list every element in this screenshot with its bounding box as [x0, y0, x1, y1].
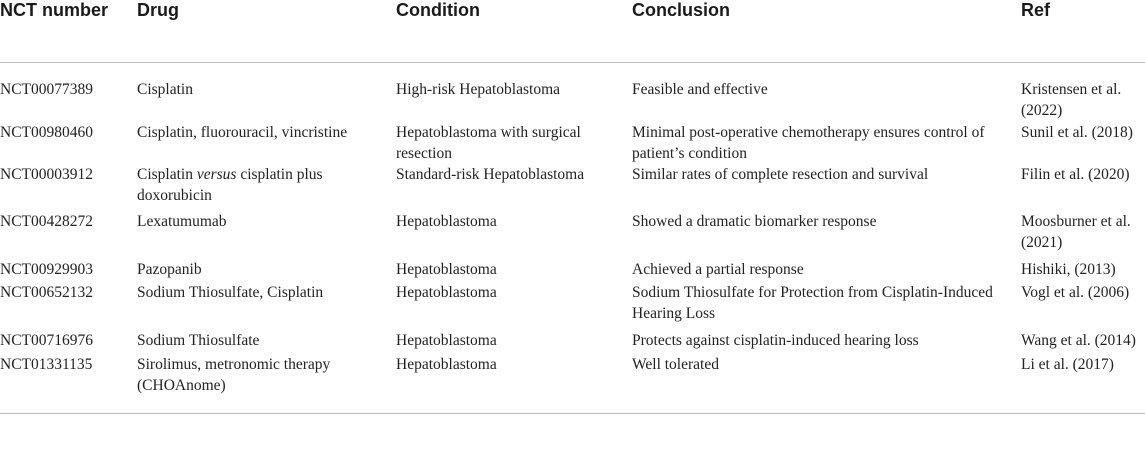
- drug-text-post: cisplatin plus doxorubicin: [137, 166, 323, 204]
- cell-ref: Filin et al. (2020): [1021, 166, 1130, 183]
- cell-drug: Cisplatin, fluorouracil, vincristine: [137, 124, 348, 141]
- header-condition: Condition: [396, 0, 632, 63]
- cell-nct: NCT01331135: [0, 354, 137, 414]
- cell-nct: NCT00428272: [0, 213, 93, 230]
- cell-ref: Sunil et al. (2018): [1021, 124, 1133, 141]
- table-row: [0, 164, 1145, 211]
- cell-nct: NCT00652132: [0, 284, 93, 301]
- cell-conclusion: Showed a dramatic biomarker response: [632, 213, 877, 230]
- header-conclusion: Conclusion: [632, 0, 1021, 63]
- cell-drug: Sirolimus, metronomic therapy (CHOAnome): [137, 354, 396, 414]
- header-ref: Ref: [1021, 0, 1145, 63]
- cell-ref: Vogl et al. (2006): [1021, 284, 1130, 301]
- cell-condition: Hepatoblastoma: [396, 354, 632, 414]
- drug-text-pre: Cisplatin: [137, 166, 197, 183]
- cell-nct: NCT00980460: [0, 124, 93, 141]
- cell-conclusion: Protects against cisplatin-induced hearing loss: [632, 332, 919, 349]
- cell-nct: NCT00929903: [0, 261, 93, 278]
- cell-condition: Hepatoblastoma: [396, 213, 497, 230]
- cell-ref: Moosburner et al. (2021): [1021, 213, 1131, 251]
- header-drug: Drug: [137, 0, 396, 63]
- cell-conclusion: Well tolerated: [632, 354, 1021, 414]
- cell-nct: NCT00077389: [0, 81, 93, 98]
- cell-condition: High-risk Hepatoblastoma: [396, 81, 561, 98]
- cell-drug: Sodium Thiosulfate, Cisplatin: [137, 284, 324, 301]
- cell-ref: Hishiki, (2013): [1021, 261, 1116, 278]
- table-row: [0, 122, 1145, 164]
- table-row: [0, 211, 1145, 259]
- cell-nct: NCT00716976: [0, 332, 93, 349]
- cell-condition: Hepatoblastoma: [396, 332, 497, 349]
- table-row: [0, 282, 1145, 330]
- cell-conclusion: Sodium Thiosulfate for Protection from Cisplatin-Induced Hearing Loss: [632, 284, 993, 322]
- cell-drug: Cisplatin: [137, 81, 193, 98]
- table-row: [0, 63, 1145, 123]
- cell-conclusion: Feasible and effective: [632, 81, 768, 98]
- cell-drug: Pazopanib: [137, 261, 202, 278]
- cell-drug: Sodium Thiosulfate: [137, 332, 260, 349]
- cell-nct: NCT00003912: [0, 166, 93, 183]
- header-nct-number: NCT number: [0, 0, 137, 63]
- table-row: [0, 330, 1145, 354]
- cell-condition: Standard-risk Hepatoblastoma: [396, 166, 585, 183]
- cell-ref: Li et al. (2017): [1021, 354, 1145, 414]
- cell-condition: Hepatoblastoma with surgical resection: [396, 124, 581, 162]
- table-row: [0, 354, 1145, 414]
- cell-ref: Kristensen et al. (2022): [1021, 81, 1122, 119]
- cell-drug: Lexatumumab: [137, 213, 227, 230]
- header-row: [0, 0, 1145, 63]
- cell-conclusion: Similar rates of complete resection and survival: [632, 166, 929, 183]
- table-row: [0, 259, 1145, 282]
- cell-condition: Hepatoblastoma: [396, 284, 497, 301]
- drug-text-italic: versus: [196, 166, 237, 183]
- cell-ref: Wang et al. (2014): [1021, 332, 1136, 349]
- cell-conclusion: Achieved a partial response: [632, 261, 804, 278]
- cell-conclusion: Minimal post-operative chemotherapy ensures control of patient’s condition: [632, 124, 985, 162]
- cell-condition: Hepatoblastoma: [396, 261, 497, 278]
- cell-drug: [137, 164, 396, 211]
